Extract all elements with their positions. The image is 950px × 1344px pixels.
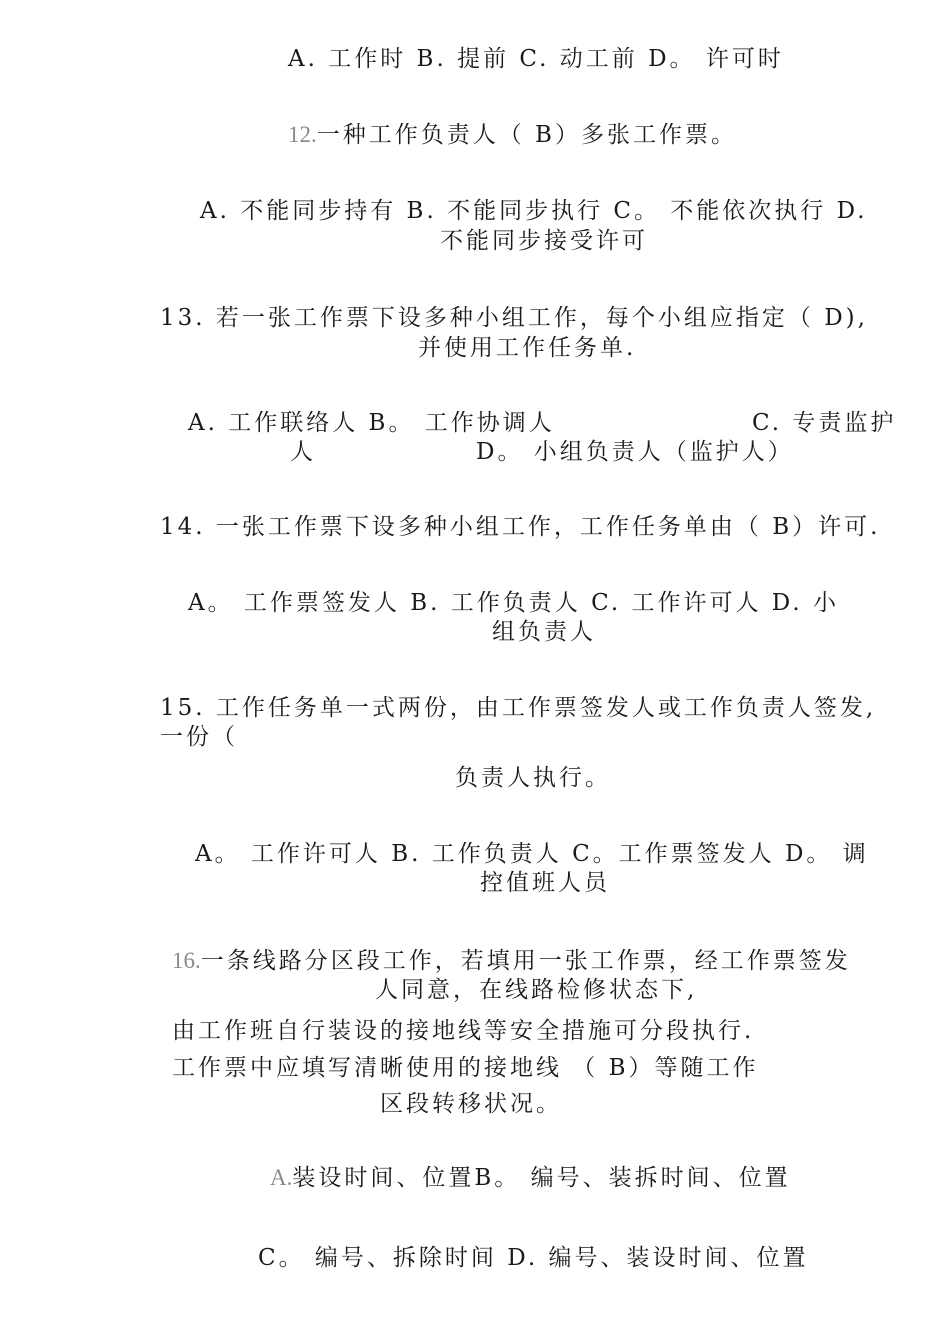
question-14-stem: 14. 一张工作票下设多种小组工作，工作任务单由（ B）许可. — [160, 514, 881, 540]
question-15-options-line-1: A。 工作许可人 B. 工作负责人 C。工作票签发人 D。 调 — [195, 841, 869, 867]
question-16-options-line-2: C。 编号、拆除时间 D. 编号、装设时间、位置 — [258, 1245, 809, 1271]
question-15-stem-line-2: 一份（ — [160, 724, 238, 750]
question-16-stem-line-3: 由工作班自行装设的接地线等安全措施可分段执行. — [172, 1018, 755, 1044]
question-12-options-line-2: 不能同步接受许可 — [440, 228, 648, 254]
question-13-options-line-2a: 人 — [290, 439, 316, 465]
question-16-options-text: 装设时间、位置B。 编号、装拆时间、位置 — [292, 1165, 791, 1191]
question-15-stem-line-1: 15. 工作任务单一式两份，由工作票签发人或工作负责人签发, — [160, 695, 877, 721]
question-16-options-line-1 — [270, 1163, 791, 1193]
question-15-stem-line-3: 负责人执行。 — [455, 765, 611, 791]
question-16-stem-line-1 — [172, 946, 851, 976]
question-13-options-line-1b: C. 专责监护 — [752, 410, 897, 436]
question-13-options-line-1a: A. 工作联络人 B。 工作协调人 — [188, 410, 555, 436]
question-13-stem-line-2: 并使用工作任务单. — [418, 335, 637, 361]
question-13-stem-line-1: 13. 若一张工作票下设多种小组工作，每个小组应指定（ D), — [160, 305, 868, 331]
question-16-text: 一条线路分区段工作，若填用一张工作票，经工作票签发 — [200, 948, 851, 974]
question-14-options-line-2: 组负责人 — [492, 619, 596, 645]
question-12-options-line-1: A. 不能同步持有 B. 不能同步执行 C。 不能依次执行 D. — [200, 198, 868, 224]
question-12-text: 一种工作负责人（ B）多张工作票。 — [316, 122, 737, 148]
question-16-stem-line-5: 区段转移状况。 — [380, 1091, 562, 1117]
question-12-number: 12. — [288, 122, 317, 147]
question-14-options-line-1: A。 工作票签发人 B. 工作负责人 C. 工作许可人 D. 小 — [188, 590, 840, 616]
question-12-stem — [288, 120, 737, 150]
option-a-label: A. — [270, 1165, 293, 1190]
question-16-stem-line-4: 工作票中应填写清晰使用的接地线 （ B）等随工作 — [172, 1055, 759, 1081]
question-16-stem-line-2: 人同意，在线路检修状态下, — [375, 977, 698, 1003]
question-15-options-line-2: 控值班人员 — [480, 870, 610, 896]
question-11-options: A. 工作时 B. 提前 C. 动工前 D。 许可时 — [288, 46, 784, 72]
question-16-number: 16. — [172, 948, 201, 973]
question-13-options-line-2b: D。 小组负责人（监护人） — [476, 439, 794, 465]
